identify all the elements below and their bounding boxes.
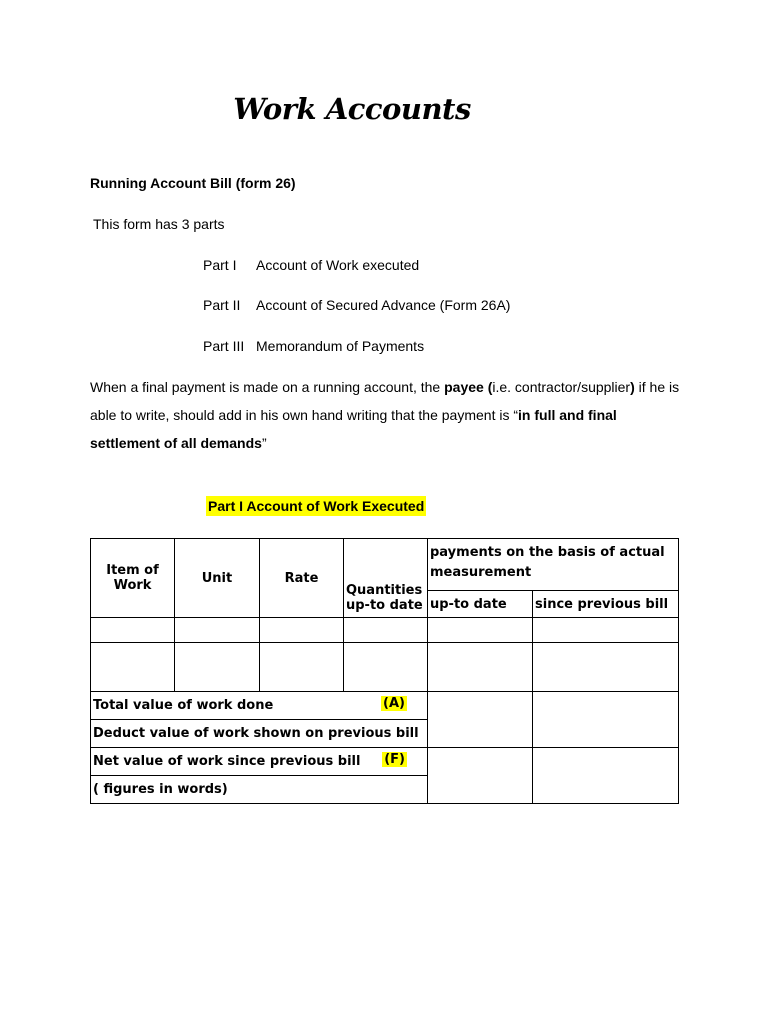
table-cell	[175, 618, 260, 643]
para-bold-payee: payee (	[444, 379, 493, 395]
table-cell	[428, 748, 533, 804]
table-cell	[344, 618, 428, 643]
para-text-2: i.e. contractor/supplier	[492, 379, 631, 395]
table-cell	[91, 643, 175, 692]
table-cell	[428, 643, 533, 692]
header-rate: Rate	[260, 539, 344, 618]
total-value-code: (A)	[383, 696, 405, 711]
para-text-1: When a final payment is made on a running account, the	[90, 379, 445, 395]
header-unit: Unit	[175, 539, 260, 618]
table-cell	[533, 643, 679, 692]
work-account-table	[90, 538, 679, 804]
header-since-previous-bill: since previous bill	[533, 591, 679, 618]
para-bold-settlement: in full and final settlement of all demands	[90, 407, 617, 451]
part-1-number: Part I	[203, 257, 237, 273]
para-text-3: if he is able to write, should add in his own hand writing that the payment is “	[90, 379, 680, 423]
net-value-code: (F)	[384, 752, 405, 767]
para-text-4: ”	[261, 435, 267, 451]
figures-in-words-label: ( figures in words)	[91, 776, 428, 804]
table-cell	[428, 618, 533, 643]
page-title: Work Accounts	[233, 92, 471, 126]
table-cell	[175, 643, 260, 692]
table-row	[91, 618, 679, 643]
table-row	[91, 643, 679, 692]
net-value-row	[91, 748, 428, 776]
intro-text: This form has 3 parts	[93, 216, 225, 232]
part-2-description: Account of Secured Advance (Form 26A)	[256, 297, 511, 313]
final-payment-paragraph	[90, 373, 690, 457]
part-3-number: Part III	[203, 338, 245, 354]
total-value-label: Total value of work done	[93, 698, 274, 713]
part-1-description: Account of Work executed	[256, 257, 420, 273]
table-cell	[260, 643, 344, 692]
table-cell	[533, 748, 679, 804]
deduct-value-label: Deduct value of work shown on previous bill	[91, 720, 428, 748]
header-payments: payments on the basis of actual measurement	[428, 539, 679, 591]
net-value-label: Net value of work since previous bill	[93, 754, 361, 769]
table-cell	[260, 618, 344, 643]
part-3-description: Memorandum of Payments	[256, 338, 425, 354]
header-quantities: Quantities up-to date	[344, 539, 428, 618]
section-heading: Part I Account of Work Executed	[208, 498, 425, 514]
form-subtitle: Running Account Bill (form 26)	[90, 175, 296, 191]
header-item-of-work: Item of Work	[91, 539, 175, 618]
table-cell	[533, 692, 679, 748]
header-up-to-date: up-to date	[428, 591, 533, 618]
table-cell	[428, 692, 533, 748]
para-bold-close: )	[630, 379, 635, 395]
part-2-number: Part II	[203, 297, 241, 313]
table-cell	[91, 618, 175, 643]
table-cell	[533, 618, 679, 643]
table-cell	[344, 643, 428, 692]
total-value-row	[91, 692, 428, 720]
